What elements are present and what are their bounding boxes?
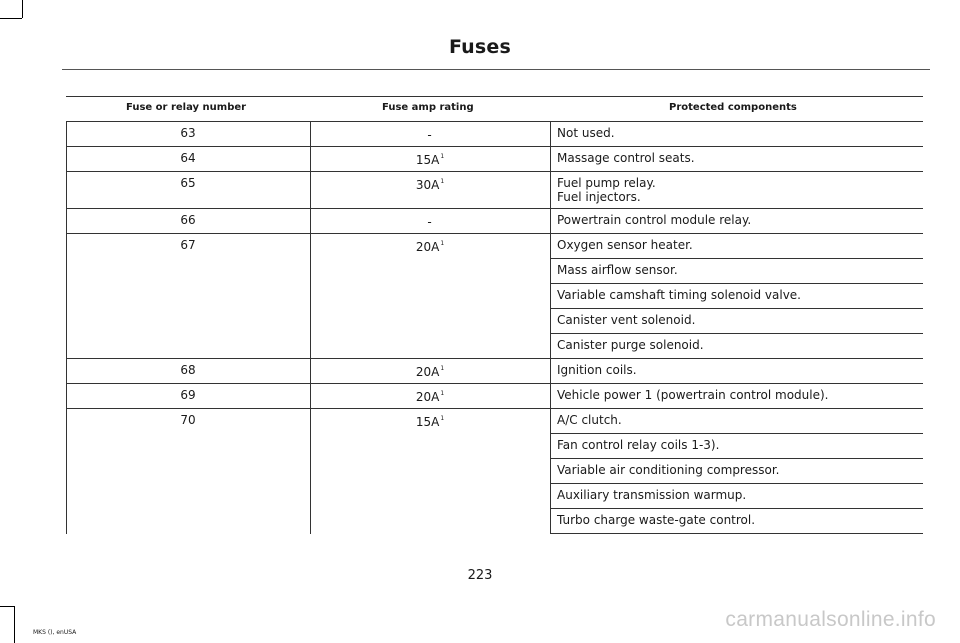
column-divider xyxy=(550,122,551,147)
fuse-number: 68 xyxy=(180,363,196,377)
table-row xyxy=(66,359,923,384)
column-divider xyxy=(550,359,551,384)
column-divider xyxy=(550,147,551,172)
amp-rating xyxy=(310,215,550,229)
amp-value: 30A xyxy=(415,178,440,192)
column-divider xyxy=(310,384,311,409)
crop-mark-top-left-h xyxy=(0,18,22,19)
footnote-marker: 1 xyxy=(440,153,445,160)
protected-component: Variable camshaft timing solenoid valve. xyxy=(550,284,923,309)
column-divider xyxy=(310,172,311,209)
amp-rating xyxy=(310,240,550,254)
amp-value: 15A xyxy=(415,415,440,429)
column-divider xyxy=(310,234,311,359)
amp-rating xyxy=(310,153,550,167)
amp-value: 15A xyxy=(415,153,440,167)
amp-rating xyxy=(310,178,550,192)
column-divider xyxy=(550,209,551,234)
column-divider xyxy=(66,147,67,172)
protected-component: Variable air conditioning compressor. xyxy=(550,459,923,484)
protected-component: A/C clutch. xyxy=(550,409,923,434)
column-divider xyxy=(66,234,67,359)
protected-component: Ignition coils. xyxy=(550,359,923,384)
amp-value: - xyxy=(427,215,432,229)
protected-component: Fan control relay coils 1-3). xyxy=(550,434,923,459)
table-row xyxy=(66,209,923,234)
footnote-marker: 1 xyxy=(440,178,445,185)
amp-rating xyxy=(310,390,550,404)
fuse-number: 64 xyxy=(180,151,196,165)
column-divider xyxy=(66,122,67,147)
header-fuse-number: Fuse or relay number xyxy=(126,102,247,113)
table-body xyxy=(66,122,923,534)
page-number: 223 xyxy=(467,568,493,583)
column-divider xyxy=(310,359,311,384)
column-divider xyxy=(550,172,551,209)
column-divider xyxy=(66,384,67,409)
fuse-table xyxy=(66,96,923,534)
column-divider xyxy=(310,409,311,534)
footnote-marker: 1 xyxy=(440,415,445,422)
fuse-number: 65 xyxy=(180,176,196,190)
footnote-marker: 1 xyxy=(440,365,445,372)
title-rule xyxy=(62,69,930,70)
fuse-number: 70 xyxy=(180,413,196,427)
protected-component: Mass airflow sensor. xyxy=(550,259,923,284)
protected-component: Fuel pump relay. Fuel injectors. xyxy=(550,172,923,209)
fuse-number: 69 xyxy=(180,388,196,402)
protected-component: Powertrain control module relay. xyxy=(550,209,923,234)
footer-text: MKS (), enUSA xyxy=(33,629,77,636)
column-divider xyxy=(310,209,311,234)
table-row xyxy=(66,234,923,359)
table-row xyxy=(66,409,923,534)
watermark: carmanualsonline.info xyxy=(725,608,936,631)
amp-value: 20A xyxy=(415,365,440,379)
protected-component: Canister purge solenoid. xyxy=(550,334,923,359)
protected-component: Vehicle power 1 (powertrain control module). xyxy=(550,384,923,409)
crop-mark-bottom-left-h xyxy=(0,606,14,607)
page-title: Fuses xyxy=(448,36,512,58)
fuse-number: 66 xyxy=(180,213,196,227)
table-row xyxy=(66,384,923,409)
protected-component: Canister vent solenoid. xyxy=(550,309,923,334)
amp-rating xyxy=(310,415,550,429)
column-divider xyxy=(550,234,551,359)
header-protected-components: Protected components xyxy=(669,102,797,113)
table-header xyxy=(66,96,923,122)
footnote-marker: 1 xyxy=(440,390,445,397)
amp-value: 20A xyxy=(415,240,440,254)
footnote-marker: 1 xyxy=(440,240,445,247)
crop-mark-bottom-left-v xyxy=(14,606,15,643)
amp-value: - xyxy=(427,128,432,142)
protected-component: Not used. xyxy=(550,122,923,147)
column-divider xyxy=(66,359,67,384)
column-divider xyxy=(550,384,551,409)
table-row xyxy=(66,172,923,209)
amp-rating xyxy=(310,128,550,142)
column-divider xyxy=(66,409,67,534)
table-row xyxy=(66,147,923,172)
fuse-number: 63 xyxy=(180,126,196,140)
header-amp-rating: Fuse amp rating xyxy=(382,102,474,113)
column-divider xyxy=(550,409,551,534)
amp-value: 20A xyxy=(415,390,440,404)
column-divider xyxy=(310,147,311,172)
column-divider xyxy=(66,172,67,209)
fuse-number: 67 xyxy=(180,238,196,252)
protected-component: Oxygen sensor heater. xyxy=(550,234,923,259)
column-divider xyxy=(310,122,311,147)
protected-component: Turbo charge waste-gate control. xyxy=(550,509,923,534)
amp-rating xyxy=(310,365,550,379)
crop-mark-top-left-v xyxy=(22,0,23,18)
protected-component: Massage control seats. xyxy=(550,147,923,172)
table-row xyxy=(66,122,923,147)
column-divider xyxy=(66,209,67,234)
protected-component: Auxiliary transmission warmup. xyxy=(550,484,923,509)
